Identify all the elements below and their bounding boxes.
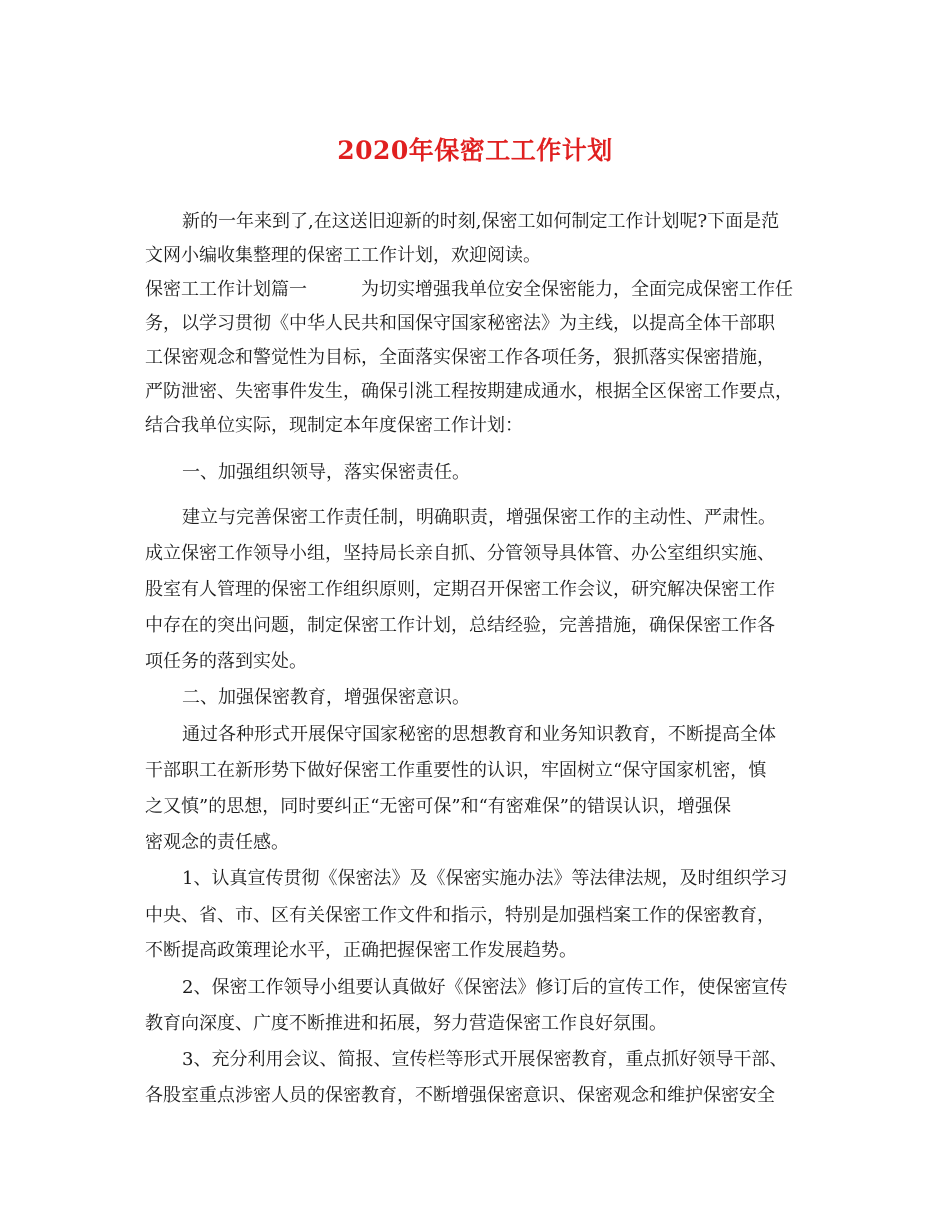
text-line: 结合我单位实际，现制定本年度保密工作计划： bbox=[145, 415, 523, 436]
text-line: 之又慎”的思想，同时要纠正“无密可保”和“有密难保”的错误认识，增强保 bbox=[145, 796, 732, 817]
text-line: 中存在的突出问题，制定保密工作计划，总结经验，完善措施，确保保密工作各 bbox=[145, 615, 775, 636]
section-heading: 二、加强保密教育，增强保密意识。 bbox=[182, 687, 470, 708]
text-line: 项任务的落到实处。 bbox=[145, 651, 307, 672]
text-line: 工保密观念和警觉性为目标，全面落实保密工作各项任务，狠抓落实保密措施， bbox=[145, 347, 775, 368]
text-line: 新的一年来到了,在这送旧迎新的时刻,保密工如何制定工作计划呢?下面是范 bbox=[182, 211, 780, 232]
text-line: 2、保密工作领导小组要认真做好《保密法》修订后的宣传工作，使保密宣传 bbox=[182, 977, 788, 998]
text-line: 各股室重点涉密人员的保密教育，不断增强保密意识、保密观念和维护保密安全 bbox=[145, 1085, 775, 1106]
section-heading: 一、加强组织领导，落实保密责任。 bbox=[182, 462, 470, 483]
text-line: 不断提高政策理论水平，正确把握保密工作发展趋势。 bbox=[145, 940, 577, 961]
page-title: 2020年保密工工作计划 bbox=[337, 136, 613, 165]
text-line: 股室有人管理的保密工作组织原则，定期召开保密工作会议，研究解决保密工作 bbox=[145, 579, 775, 600]
text-line: 文网小编收集整理的保密工工作计划，欢迎阅读。 bbox=[145, 245, 541, 266]
text-line: 通过各种形式开展保守国家秘密的思想教育和业务知识教育，不断提高全体 bbox=[182, 724, 776, 745]
text-line: 3、充分利用会议、简报、宣传栏等形式开展保密教育，重点抓好领导干部、 bbox=[182, 1049, 788, 1070]
text-line: 密观念的责任感。 bbox=[145, 832, 289, 853]
text-line: 成立保密工作领导小组，坚持局长亲自抓、分管领导具体管、办公室组织实施、 bbox=[145, 543, 775, 564]
text-line: 教育向深度、广度不断推进和拓展，努力营造保密工作良好氛围。 bbox=[145, 1013, 667, 1034]
text-line: 严防泄密、失密事件发生，确保引洮工程按期建成通水，根据全区保密工作要点， bbox=[145, 381, 793, 402]
text-line: 务，以学习贯彻《中华人民共和国保守国家秘密法》为主线，以提高全体干部职 bbox=[145, 313, 775, 334]
text-line: 1、认真宣传贯彻《保密法》及《保密实施办法》等法律法规，及时组织学习 bbox=[182, 868, 788, 889]
text-line: 干部职工在新形势下做好保密工作重要性的认识，牢固树立“保守国家机密，慎 bbox=[145, 760, 767, 781]
text-line: 保密工工作计划篇一 为切实增强我单位安全保密能力，全面完成保密工作任 bbox=[145, 279, 793, 300]
text-line: 建立与完善保密工作责任制，明确职责，增强保密工作的主动性、严肃性。 bbox=[182, 507, 776, 528]
text-line: 中央、省、市、区有关保密工作文件和指示，特别是加强档案工作的保密教育， bbox=[145, 905, 775, 926]
